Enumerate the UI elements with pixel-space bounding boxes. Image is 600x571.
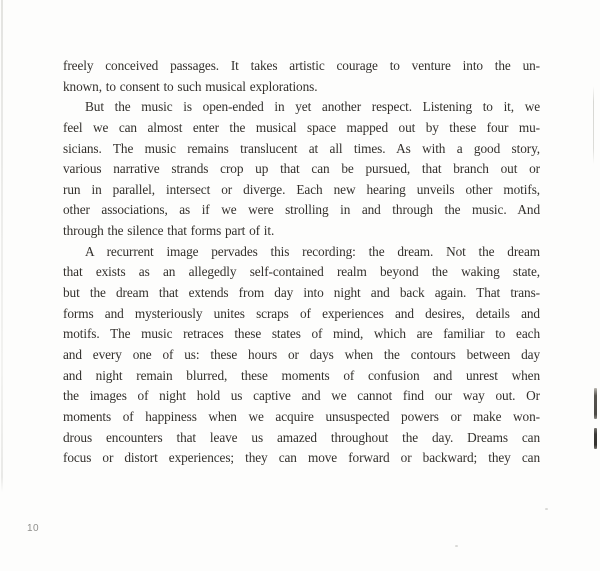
scan-speck (455, 545, 458, 547)
text-line: run in parallel, intersect or diverge. Each new hearing unveils other motifs, (63, 181, 540, 197)
page-edge-line-right (593, 86, 594, 164)
text-line: and night remain blurred, these moments of confusion and unrest when (63, 367, 540, 383)
text-line: various narrative strands crop up that can be pursued, that branch out or (63, 161, 540, 177)
text-line: that exists as an allegedly self-contained realm beyond the waking state, (63, 264, 540, 280)
body-text (63, 56, 540, 469)
text-line: sicians. The music remains translucent at all times. As with a good story, (63, 140, 540, 156)
text-line: motifs. The music retraces these states of mind, which are familiar to each (63, 326, 540, 342)
text-line: but the dream that extends from day into night and back again. That trans- (63, 285, 540, 301)
text-line: through the silence that forms part of it. (63, 223, 275, 239)
text-line: drous encounters that leave us amazed throughout the day. Dreams can (63, 429, 540, 445)
text-line: But the music is open-ended in yet another respect. Listening to it, we (85, 99, 540, 115)
text-line: and every one of us: these hours or days when the contours between day (63, 346, 540, 362)
binding-mark-top (594, 388, 597, 419)
text-line: freely conceived passages. It takes artistic courage to venture into the un- (63, 58, 540, 73)
page-edge-shadow-left (1, 0, 3, 492)
text-line: other associations, as if we were strolling in and through the music. And (63, 202, 540, 218)
text-line: feel we can almost enter the musical space mapped out by these four mu- (63, 119, 540, 135)
text-line: moments of happiness when we acquire unsuspected powers or make won- (63, 408, 540, 424)
text-line: forms and mysteriously unites scraps of experiences and desires, details and (63, 305, 540, 321)
text-line: the images of night hold us captive and we cannot find our way out. Or (63, 388, 540, 404)
page-number: 10 (27, 523, 40, 534)
text-line: known, to consent to such musical explorations. (63, 78, 318, 94)
scan-speck (545, 508, 548, 510)
text-line: focus or distort experiences; they can move forward or backward; they can (63, 450, 540, 466)
text-line: A recurrent image pervades this recording: the dream. Not the dream (85, 243, 540, 259)
binding-mark-bottom (594, 428, 597, 449)
